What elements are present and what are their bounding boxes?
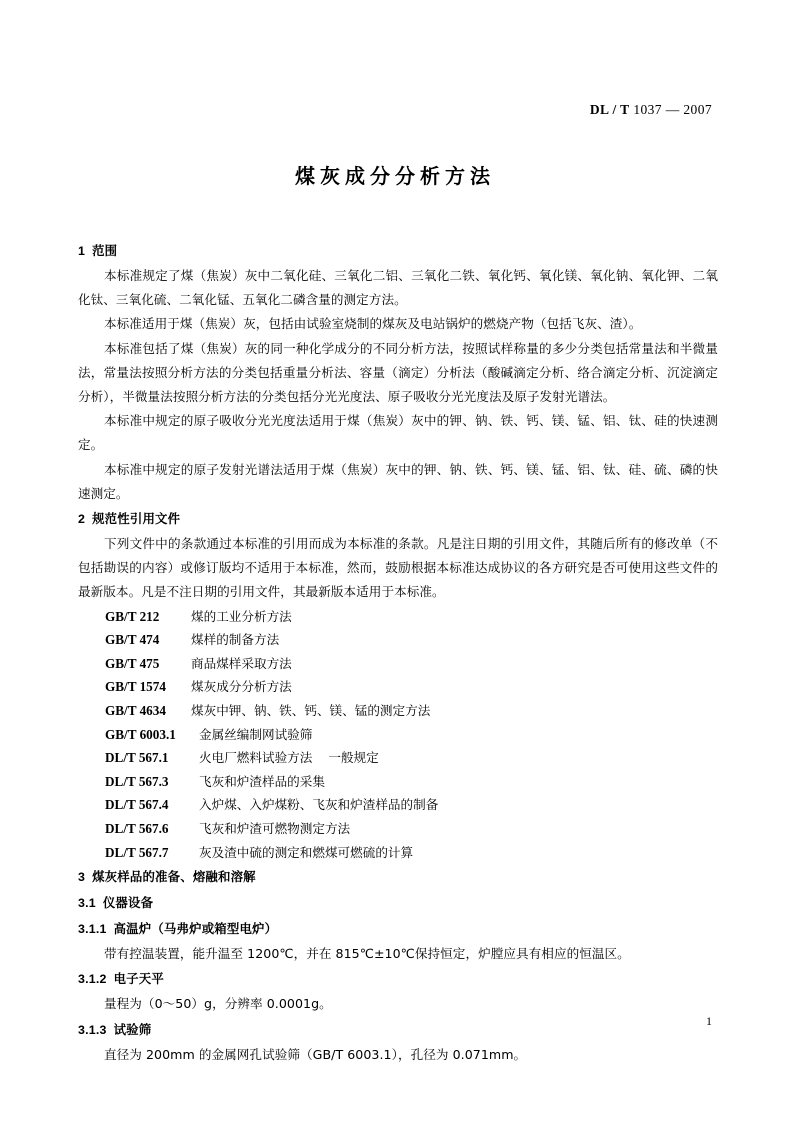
subsection-title-3-1-3: 试验筛 (113, 1021, 152, 1037)
document-body (78, 238, 718, 1067)
reference-code: GB/T 6003.1 (105, 726, 176, 742)
reference-code: GB/T 212 (105, 608, 160, 624)
section-title-1: 范围 (92, 243, 118, 258)
list-item (105, 817, 718, 841)
subsection-heading-3-1-1 (78, 916, 718, 942)
paragraph-1-3: 本标准包括了煤（焦炭）灰的同一种化学成分的不同分析方法，按照试样称量的多少分类包括常量法和半微量法，常量法按照分析方法的分类包括重量分析法、容量（滴定）分析法（酸碱滴定分析、络合滴定分析、沉淀滴定分析），半微量法按照分析方法的分类包括分光光度法、原子吸收分光光度法及原子发射光谱法。 (78, 340, 718, 405)
section-heading-2 (78, 506, 718, 532)
reference-code: GB/T 474 (105, 632, 160, 648)
section-number-1: 1 (78, 244, 86, 258)
reference-code: DL/T 567.1 (105, 750, 169, 766)
subsection-title-3-1-2: 电子天平 (113, 971, 164, 987)
list-item (105, 628, 718, 652)
reference-code: DL/T 567.7 (105, 844, 169, 860)
section-title-2: 规范性引用文件 (92, 511, 181, 527)
list-item (105, 841, 718, 865)
paragraph-1-1: 本标准规定了煤（焦炭）灰中二氧化硅、三氧化二铝、三氧化二铁、氧化钙、氧化镁、氧化钠、氧化钾、二氧化钛、三氧化硫、二氧化锰、五氧化二磷含量的测定方法。 (78, 268, 718, 308)
section-number-2: 2 (78, 512, 86, 527)
page-title: 煤灰成分分析方法 (295, 164, 495, 188)
section-heading-3 (78, 864, 718, 890)
reference-title: 飞灰和炉渣样品的采集 (199, 773, 325, 789)
paragraph-1-2: 本标准适用于煤（焦炭）灰，包括由试验室烧制的煤灰及电站锅炉的燃烧产物（包括飞灰、渣）。 (104, 316, 642, 332)
paragraph-3-1-1: 带有控温装置，能升温至 1200℃，并在 815℃±10℃保持恒定，炉膛应具有相应的恒温区。 (104, 946, 630, 962)
reference-code: GB/T 4634 (105, 703, 166, 719)
list-item (105, 793, 718, 817)
subsection-heading-3-1-3 (78, 1017, 718, 1043)
reference-title: 煤样的制备方法 (191, 632, 280, 648)
subsection-heading-3-1 (78, 890, 718, 916)
subsection-number-3-1-1: 3.1.1 (78, 922, 107, 937)
list-item (105, 770, 718, 794)
reference-title: 金属丝编制网试验筛 (199, 726, 313, 742)
reference-code: DL/T 567.6 (105, 820, 169, 836)
subsection-title-3-1: 仪器设备 (102, 895, 154, 911)
subsection-title-3-1-1: 高温炉（马弗炉或箱型电炉） (113, 921, 278, 937)
list-item (105, 675, 718, 699)
subsection-number-3-1: 3.1 (78, 896, 96, 911)
reference-title (199, 750, 379, 765)
normative-reference-list (78, 605, 718, 865)
standard-prefix: DL / T (589, 102, 630, 117)
list-item (105, 723, 718, 747)
paragraph-3-1-3: 直径为 200mm 的金属网孔试验筛（GB/T 6003.1），孔径为 0.071mm。 (104, 1046, 527, 1062)
reference-title: 入炉煤、入炉煤粉、飞灰和炉渣样品的制备 (199, 797, 439, 813)
reference-subtitle: 一般规定 (328, 750, 379, 766)
document-header (590, 102, 712, 118)
reference-code: DL/T 567.3 (105, 773, 169, 789)
list-item (105, 605, 718, 629)
reference-code: DL/T 567.4 (105, 797, 169, 813)
standard-number: 1037 — 2007 (633, 102, 712, 117)
section-heading-1 (78, 238, 718, 264)
reference-title: 煤的工业分析方法 (191, 608, 292, 624)
reference-title: 灰及渣中硫的测定和燃煤可燃硫的计算 (199, 844, 414, 860)
subsection-number-3-1-2: 3.1.2 (78, 972, 107, 987)
page-number: 1 (706, 1014, 712, 1028)
paragraph-3-1-2: 量程为（0～50）g，分辨率 0.0001g。 (104, 996, 332, 1012)
reference-title-main: 火电厂燃料试验方法 (199, 750, 313, 766)
list-item (105, 699, 718, 723)
subsection-number-3-1-3: 3.1.3 (78, 1022, 107, 1037)
reference-title: 煤灰成分分析方法 (191, 679, 292, 695)
section-number-3: 3 (78, 870, 86, 885)
subsection-heading-3-1-2 (78, 966, 718, 992)
reference-title: 商品煤样采取方法 (191, 655, 292, 671)
reference-code: GB/T 475 (105, 655, 160, 671)
reference-title: 飞灰和炉渣可燃物测定方法 (199, 820, 351, 836)
paragraph-1-5: 本标准中规定的原子发射光谱法适用于煤（焦炭）灰中的钾、钠、铁、钙、镁、锰、铝、钛、硅、硫、磷的快速测定。 (78, 461, 718, 501)
list-item (105, 652, 718, 676)
reference-code: GB/T 1574 (105, 679, 166, 695)
section-title-3: 煤灰样品的准备、熔融和溶解 (92, 869, 256, 885)
paragraph-2-1: 下列文件中的条款通过本标准的引用而成为本标准的条款。凡是注日期的引用文件，其随后所有的修改单（不包括勘误的内容）或修订版均不适用于本标准，然而，鼓励根据本标准达成协议的各方研究是否可使用这些文件的最新版本。凡是不注日期的引用文件，其最新版本适用于本标准。 (78, 536, 718, 600)
list-item (105, 746, 718, 770)
paragraph-1-4: 本标准中规定的原子吸收分光光度法适用于煤（焦炭）灰中的钾、钠、铁、钙、镁、锰、铝、钛、硅的快速测定。 (78, 413, 718, 453)
page-content (78, 0, 718, 1122)
reference-title: 煤灰中钾、钠、铁、钙、镁、锰的测定方法 (191, 703, 431, 719)
